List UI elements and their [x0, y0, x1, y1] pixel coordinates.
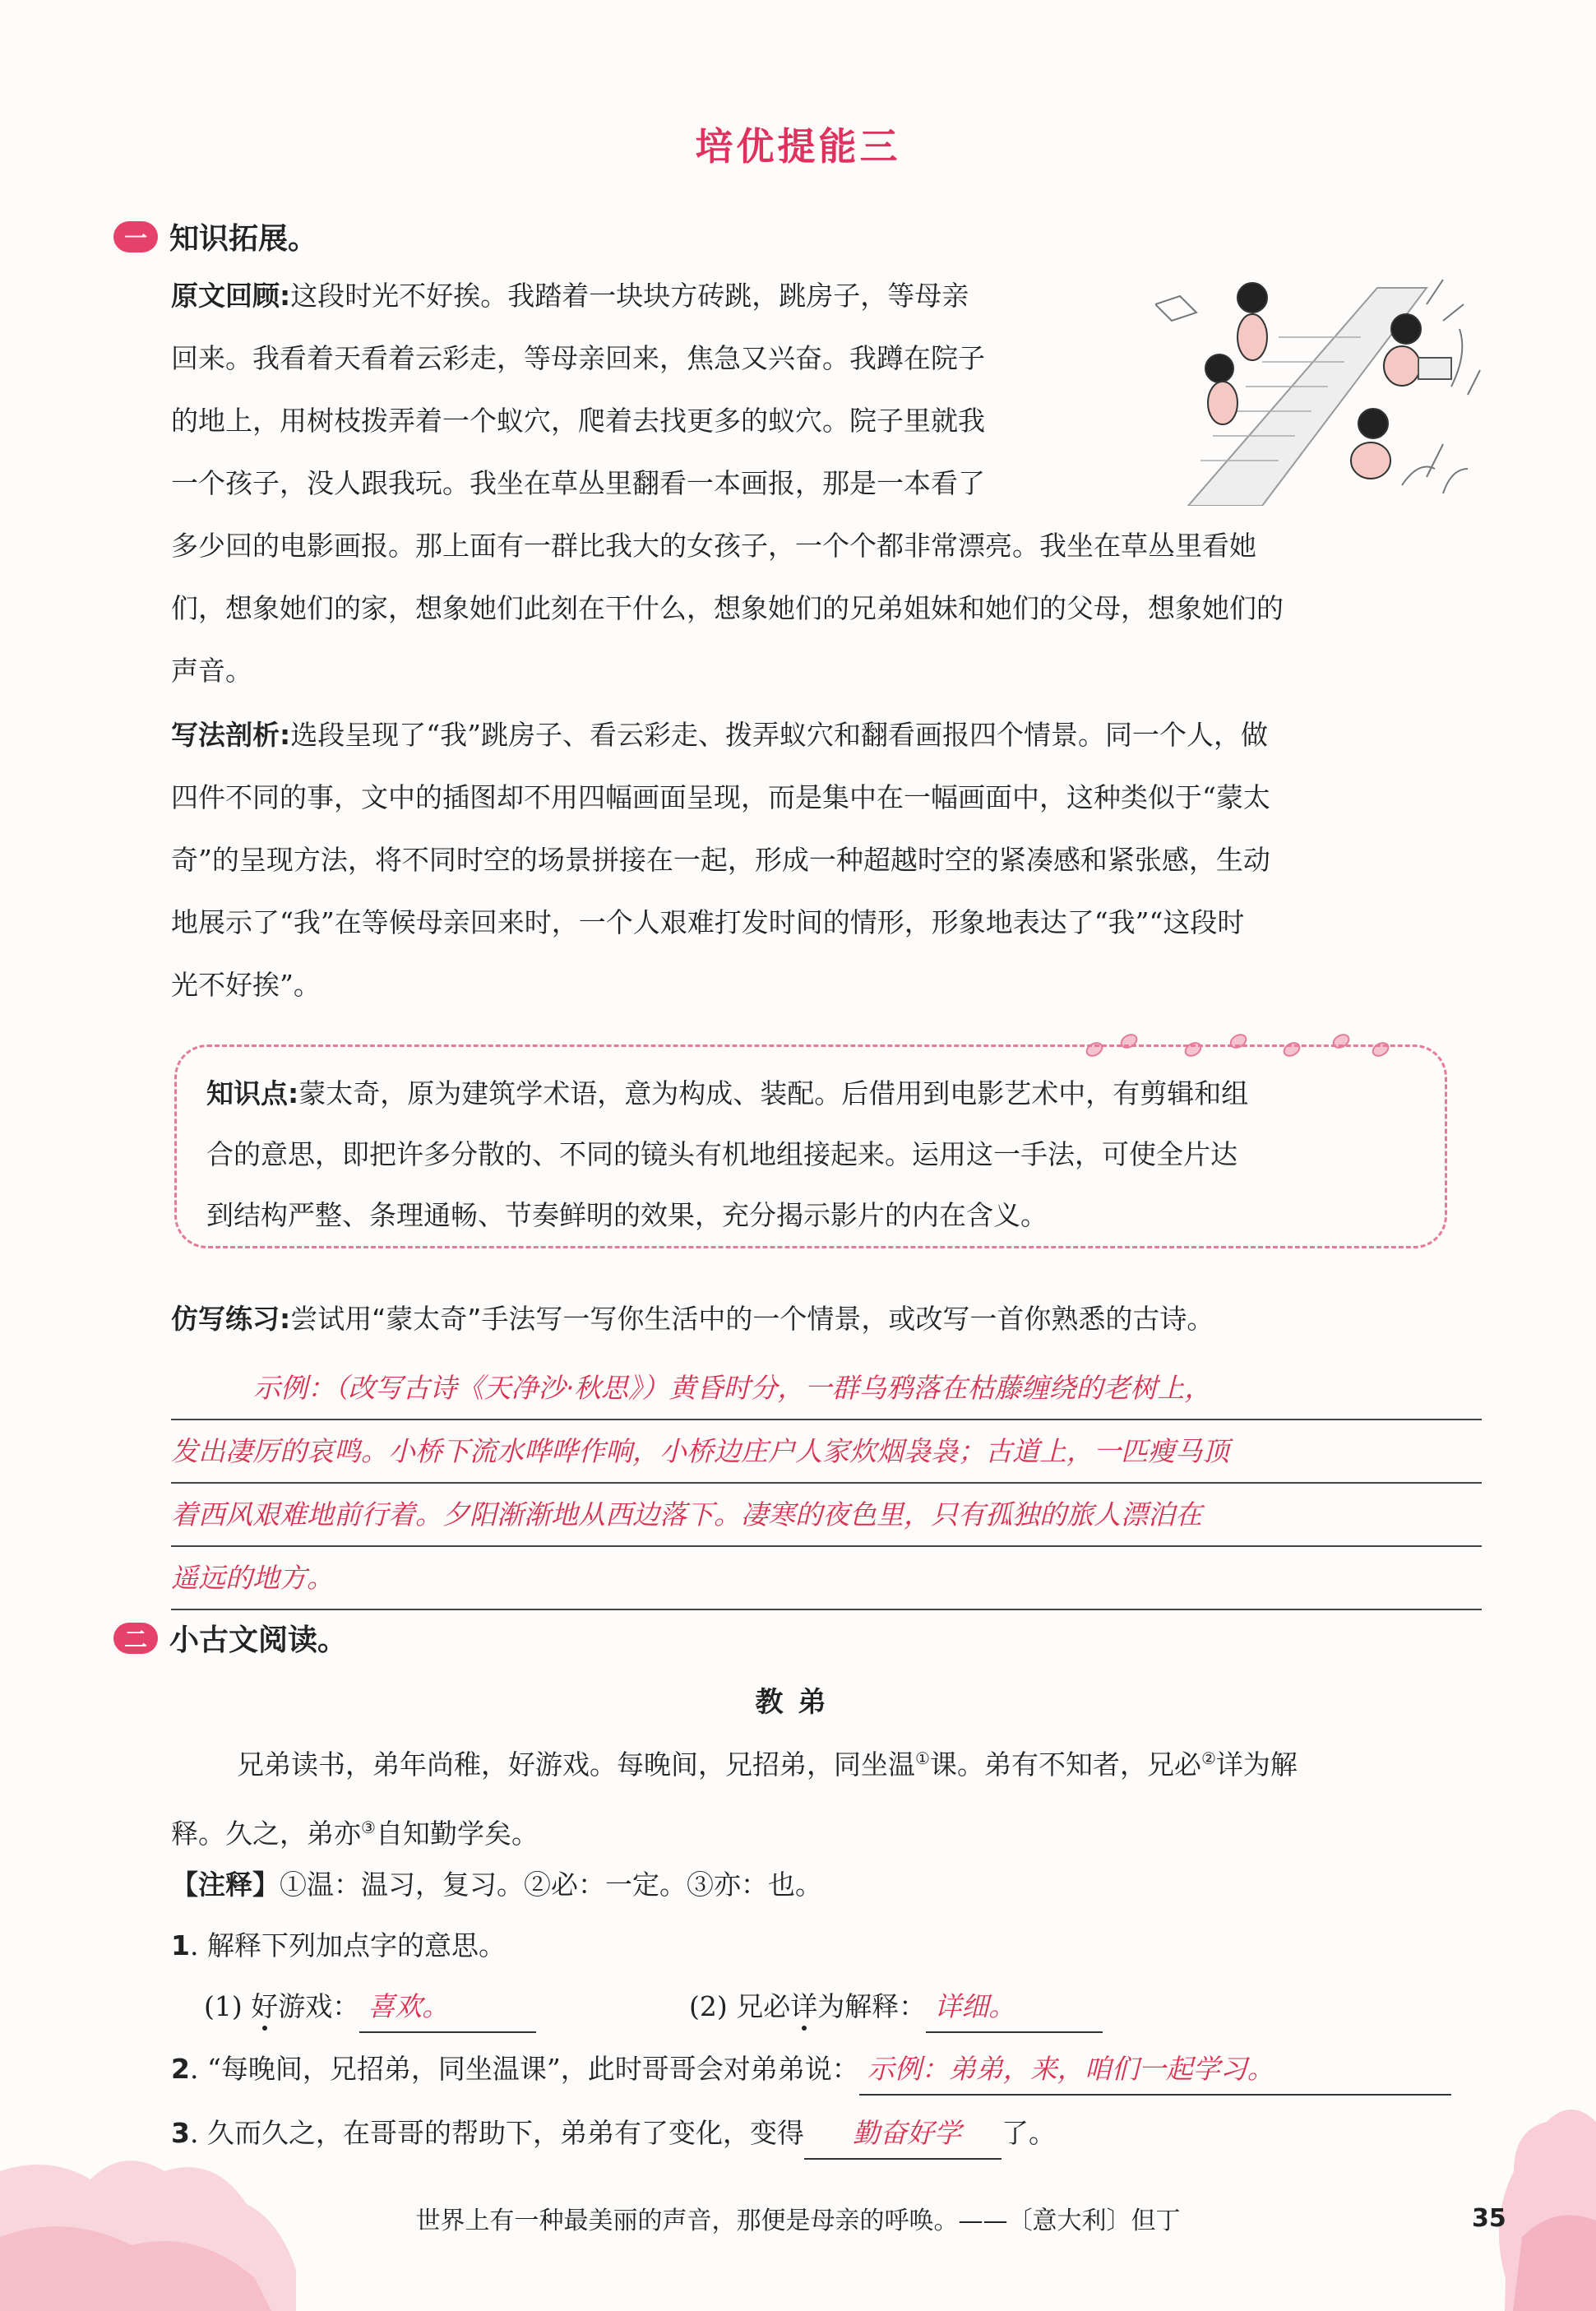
footnote-mark: ② [1200, 1748, 1216, 1768]
footer-quote: 世界上有一种最美丽的声音，那便是母亲的呼唤。——〔意大利〕但丁 [415, 2207, 1181, 2235]
answer-2-field[interactable]: 示例：弟弟，来，咱们一起学习。 [859, 2045, 1451, 2096]
poem-text: 课。弟有不知者，兄必 [929, 1748, 1201, 1781]
practice-prompt-text: 尝试用“蒙太奇”手法写一写你生活中的一个情景，或改写一首你熟悉的古诗。 [290, 1303, 1214, 1335]
answer-line[interactable]: 着西风艰难地前行着。夕阳渐渐地从西边落下。凄寒的夜色里，只有孤独的旅人漂泊在 [171, 1484, 1482, 1547]
sub-question-label: (1) [204, 1990, 252, 2022]
poem-text: 详为解 [1215, 1748, 1298, 1781]
question-1 [171, 1921, 506, 1971]
answer-line[interactable]: 示例：（改写古诗《天净沙·秋思》）黄昏时分，一群乌鸦落在枯藤缠绕的老树上， [171, 1357, 1482, 1420]
original-line: 的地上，用树枝拨弄着一个蚁穴，爬着去找更多的蚁穴。院子里就我 [171, 405, 985, 437]
original-label: 原文回顾: [171, 280, 291, 312]
question-number: 2 [171, 2053, 190, 2085]
original-line: 声音。 [171, 655, 252, 687]
dotted-char: 好 [251, 1990, 279, 2022]
original-line: 这段时光不好挨。我踏着一块块方砖跳，跳房子，等母亲 [290, 280, 969, 312]
sub-question-text: 为解释： [817, 1990, 927, 2022]
practice-label: 仿写练习: [171, 1303, 291, 1335]
analysis-label: 写法剖析: [171, 719, 291, 751]
knowledge-box [174, 1044, 1447, 1248]
poem-text: 释。久之，弟亦 [171, 1818, 361, 1850]
analysis-line: 地展示了“我”在等候母亲回来时，一个人艰难打发时间的情形，形象地表达了“我”“这段时 [171, 906, 1245, 938]
practice-prompt [171, 1288, 1482, 1350]
question-number: 1 [171, 1929, 190, 1961]
page-title: 培优提能三 [695, 124, 901, 169]
dotted-char: 详 [790, 1990, 818, 2022]
section-1-badge: 一 [113, 221, 158, 252]
footnote-mark: ③ [361, 1818, 376, 1837]
page-number: 35 [1472, 2204, 1506, 2233]
sub-question-text: 游戏： [278, 1990, 360, 2022]
original-line: 们，想象她们的家，想象她们此刻在干什么，想象她们的兄弟姐妹和她们的父母，想象她们的 [171, 592, 1284, 624]
analysis-line: 光不好挨”。 [171, 969, 321, 1001]
analysis-line: 奇”的呈现方法，将不同时空的场景拼接在一起，形成一种超越时空的紧凑感和紧张感，生动 [171, 844, 1270, 876]
answer-line[interactable]: 遥远的地方。 [171, 1547, 1482, 1610]
question-number: 3 [171, 2117, 190, 2149]
poem-title: 教弟 [755, 1686, 841, 1719]
question-text: . 解释下列加点字的意思。 [189, 1929, 506, 1961]
analysis-text [171, 704, 1482, 1017]
section-2-title: 小古文阅读。 [169, 1623, 348, 1657]
sub-question-label: (2) 兄必 [689, 1990, 791, 2022]
original-line: 回来。我看着天看着云彩走，等母亲回来，焦急又兴奋。我蹲在院子 [171, 342, 985, 374]
answer-1b-field[interactable]: 详细。 [926, 1982, 1103, 2033]
notes [171, 1860, 822, 1910]
original-line: 一个孩子，没人跟我玩。我坐在草丛里翻看一本画报，那是一本看了 [171, 467, 985, 499]
original-text-bottom [171, 515, 1482, 702]
poem-body [171, 1727, 1482, 1865]
footnote-mark: ① [915, 1748, 930, 1768]
answer-line[interactable]: 发出凄厉的哀鸣。小桥下流水哗哗作响，小桥边庄户人家炊烟袅袅；古道上，一匹瘦马顶 [171, 1420, 1482, 1484]
original-line: 多少回的电影画报。那上面有一群比我大的女孩子，一个个都非常漂亮。我坐在草丛里看她 [171, 530, 1256, 562]
question-text: . 久而久之，在哥哥的帮助下，弟弟有了变化，变得 [189, 2117, 804, 2149]
knowledge-line: 合的意思，即把许多分散的、不同的镜头有机地组接起来。运用这一手法，可使全片达 [206, 1138, 1237, 1170]
section-1-heading [113, 215, 317, 257]
analysis-line: 四件不同的事，文中的插图却不用四幅画面呈现，而是集中在一幅画面中，这种类似于“蒙太 [171, 781, 1270, 813]
section-2-heading [113, 1617, 347, 1659]
footer-decoration [0, 2072, 1596, 2311]
children-playing-illustration [1155, 271, 1484, 506]
section-2-badge: 二 [113, 1623, 158, 1654]
answer-1a-field[interactable]: 喜欢。 [359, 1982, 536, 2033]
question-text: . “每晚间，兄招弟，同坐温课”，此时哥哥会对弟弟说： [189, 2053, 859, 2085]
analysis-line: 选段呈现了“我”跳房子、看云彩走、拨弄蚁穴和翻看画报四个情景。同一个人，做 [290, 719, 1268, 751]
section-1-title: 知识拓展。 [169, 222, 318, 256]
original-text-top [171, 265, 1138, 515]
question-1a [204, 1982, 536, 2033]
question-text: 了。 [1001, 2117, 1056, 2149]
knowledge-line: 到结构严整、条理通畅、节奏鲜明的效果，充分揭示影片的内在含义。 [206, 1199, 1048, 1231]
knowledge-label: 知识点: [206, 1077, 299, 1109]
question-1b [689, 1982, 1103, 2033]
answer-3-field[interactable]: 勤奋好学 [804, 2109, 1002, 2160]
knowledge-line: 蒙太奇，原为建筑学术语，意为构成、装配。后借用到电影艺术中，有剪辑和组 [298, 1077, 1249, 1109]
poem-text: 兄弟读书，弟年尚稚，好游戏。每晚间，兄招弟，同坐温 [237, 1748, 915, 1781]
notes-label: 【注释】 [171, 1869, 280, 1901]
notes-text: ①温：温习，复习。②必：一定。③亦：也。 [280, 1869, 822, 1901]
poem-text: 自知勤学矣。 [375, 1818, 539, 1850]
practice-answer-area[interactable] [171, 1357, 1482, 1610]
